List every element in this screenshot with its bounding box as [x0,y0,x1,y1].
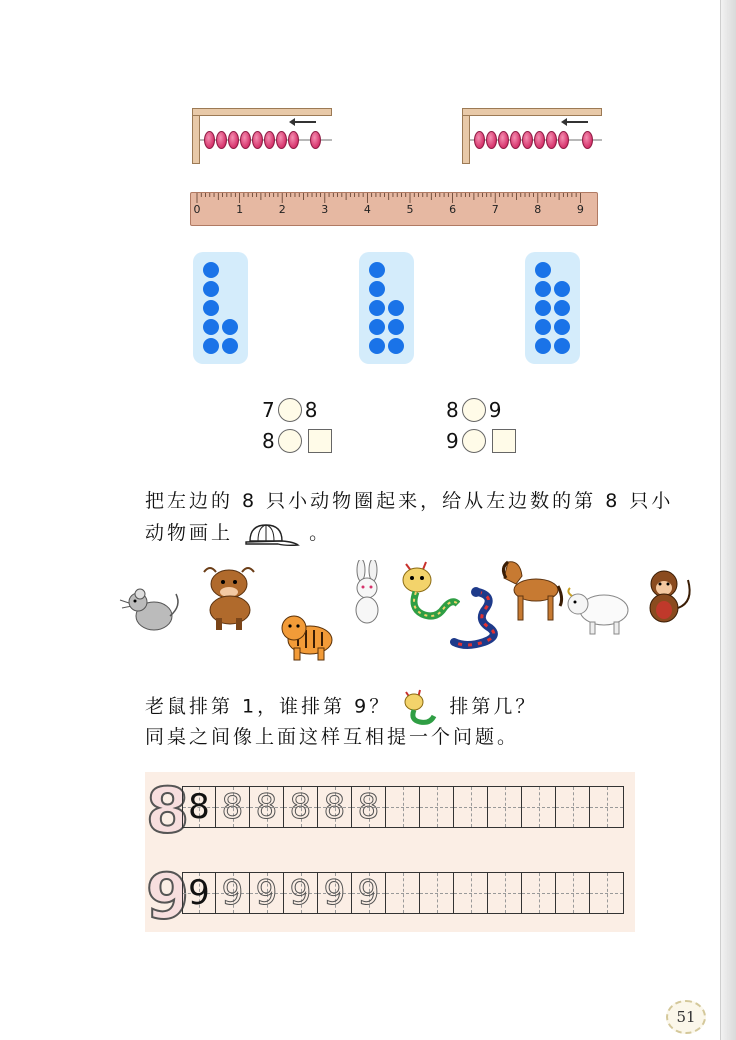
compare-circle-input[interactable] [278,398,302,422]
counting-dot [535,262,551,278]
question-line-1 [145,688,537,726]
abacus-bead [582,131,593,149]
question-line-2: 同桌之间像上面这样互相提一个问题。 [145,726,520,748]
writing-cell[interactable] [386,872,420,914]
ruler-label: 0 [193,203,201,216]
abacus-bead [498,131,509,149]
writing-cell[interactable]: 8 [352,786,386,828]
writing-cell[interactable] [454,872,488,914]
counting-dot [535,300,551,316]
stroke-guide-9: 9 [146,860,190,933]
abacus-bead [486,131,497,149]
ox-icon[interactable] [196,562,262,632]
abacus-bead [252,131,263,149]
abacus-bead [264,131,275,149]
writing-cell[interactable] [420,872,454,914]
instruction-text: 动物画上 [145,522,234,544]
practice-row-8 [182,786,624,828]
writing-cell[interactable]: 9 [284,872,318,914]
counting-dot [222,338,238,354]
arrow-icon [294,121,316,123]
writing-cell[interactable] [590,786,624,828]
counting-dot [369,281,385,297]
counting-dot [535,281,551,297]
abacus-bead [240,131,251,149]
counting-dot [222,319,238,335]
ruler-label: 8 [534,203,542,216]
page-number: 51 [666,1000,706,1034]
abacus-bead [276,131,287,149]
counting-dot [554,281,570,297]
mouse-icon[interactable] [118,586,186,636]
cap-icon [242,521,300,547]
sheep-icon[interactable] [564,586,634,636]
abacus-bead [546,131,557,149]
abacus-bead [522,131,533,149]
abacus-left [192,108,332,164]
writing-cell[interactable] [522,872,556,914]
compare-box-input[interactable] [308,429,332,453]
compare-circle-input[interactable] [462,429,486,453]
counting-dot [388,319,404,335]
counting-dot [554,300,570,316]
writing-cell[interactable] [556,786,590,828]
ruler-label: 2 [278,203,286,216]
instruction-end: 。 [309,522,332,544]
ruler-label: 4 [363,203,371,216]
monkey-icon[interactable] [638,566,696,626]
dot-card-9 [525,252,580,364]
ruler [190,192,598,226]
writing-cell[interactable]: 9 [318,872,352,914]
ruler-label: 1 [236,203,244,216]
writing-cell[interactable]: 9 [216,872,250,914]
abacus-bead [474,131,485,149]
counting-dot [203,281,219,297]
counting-dot [369,319,385,335]
counting-dot [554,319,570,335]
writing-cell[interactable]: 8 [182,786,216,828]
practice-row-9 [182,872,624,914]
counting-dot [535,319,551,335]
abacus-bead [310,131,321,149]
compare-box-input[interactable] [492,429,516,453]
abacus-beads [204,131,300,149]
counting-dot [369,338,385,354]
dot-card-7 [193,252,248,364]
horse-icon[interactable] [494,558,564,624]
writing-cell[interactable] [386,786,420,828]
compare-right-number: 9 [488,398,502,422]
counting-dot [203,300,219,316]
writing-cell[interactable]: 8 [250,786,284,828]
writing-cell[interactable] [488,872,522,914]
compare-left-number: 8 [446,398,459,422]
ruler-label: 6 [449,203,457,216]
dot-card-8 [359,252,414,364]
page-edge [720,0,736,1040]
compare-8-box [262,428,332,454]
counting-dot [388,338,404,354]
counting-dot [388,300,404,316]
compare-right-number: 8 [304,398,318,422]
abacus-beads [474,131,570,149]
compare-9-box [446,428,516,454]
abacus-bead [204,131,215,149]
writing-cell[interactable]: 9 [250,872,284,914]
writing-cell[interactable]: 9 [182,872,216,914]
writing-cell[interactable] [420,786,454,828]
rabbit-icon[interactable] [346,560,388,628]
abacus-bead [228,131,239,149]
counting-dot [203,262,219,278]
writing-cell[interactable]: 8 [318,786,352,828]
dragon-icon [400,688,440,726]
ruler-label: 9 [576,203,584,216]
writing-cell[interactable] [488,786,522,828]
abacus-bead [216,131,227,149]
arrow-icon [566,121,588,123]
compare-circle-input[interactable] [462,398,486,422]
compare-left-number: 8 [262,429,275,453]
abacus-right [462,108,602,164]
abacus-bead [288,131,299,149]
counting-dot [369,262,385,278]
question-text-b: 排第几？ [449,695,538,718]
writing-cell[interactable] [556,872,590,914]
question-text-a: 老鼠排第 1，谁排第 9？ [145,695,392,718]
counting-dot [203,319,219,335]
writing-cell[interactable] [590,872,624,914]
writing-cell[interactable]: 8 [216,786,250,828]
tiger-icon[interactable] [272,604,338,662]
compare-7-8 [262,397,317,423]
counting-dot [203,338,219,354]
ruler-label: 7 [491,203,499,216]
instruction-line-1: 把左边的 8 只小动物圈起来，给从左边数的第 8 只小 [145,490,674,512]
writing-cell[interactable] [454,786,488,828]
compare-8-9 [446,397,501,423]
abacus-bead [558,131,569,149]
writing-cell[interactable] [522,786,556,828]
writing-cell[interactable]: 8 [284,786,318,828]
instruction-line-2 [145,518,331,547]
stroke-guide-8: 8 [146,774,190,847]
abacus-bead [534,131,545,149]
compare-left-number: 7 [262,398,275,422]
counting-dot [554,338,570,354]
ruler-label: 5 [406,203,414,216]
compare-circle-input[interactable] [278,429,302,453]
counting-dot [369,300,385,316]
writing-cell[interactable]: 9 [352,872,386,914]
compare-left-number: 9 [446,429,459,453]
ruler-label: 3 [321,203,329,216]
abacus-bead [510,131,521,149]
counting-dot [535,338,551,354]
